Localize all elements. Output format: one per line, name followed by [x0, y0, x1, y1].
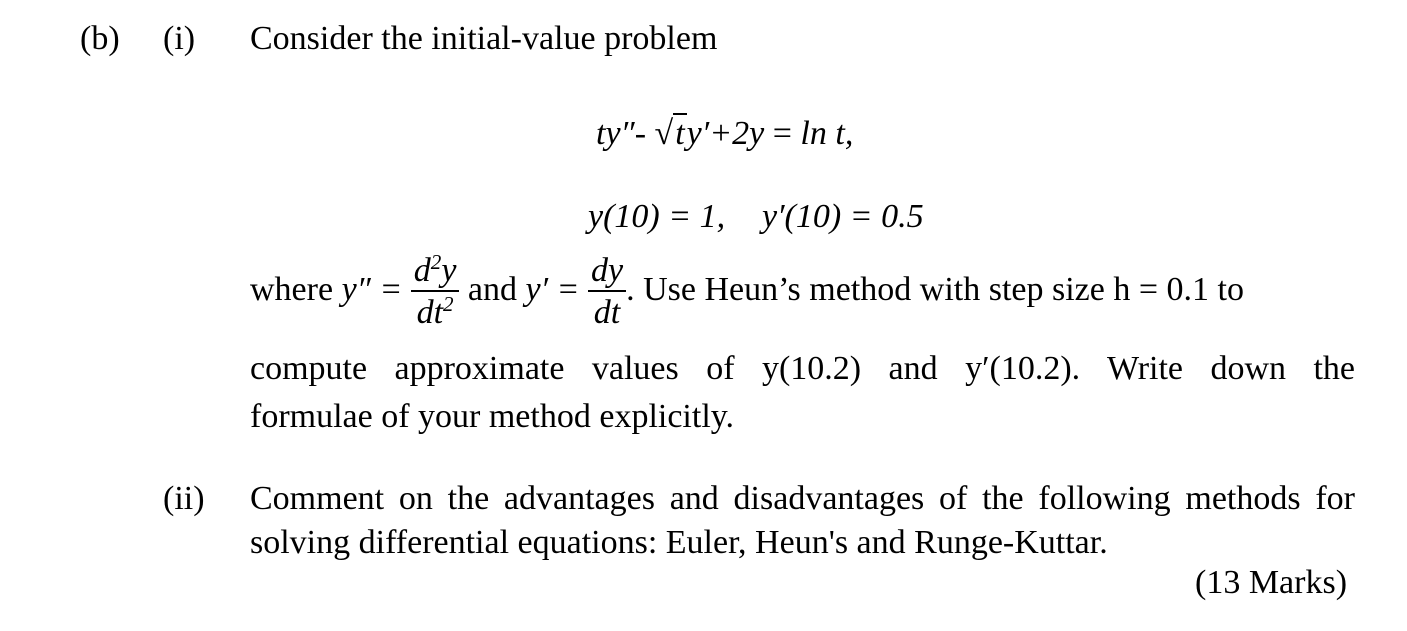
initial-condition-2: y′(10) = 0.5 [762, 198, 924, 235]
frac2-denominator: dt [593, 294, 621, 331]
first-derivative-fraction [588, 254, 626, 330]
part-label: (b) [80, 20, 120, 57]
frac1-denominator: $dt^2$ [416, 292, 454, 331]
sub-ii-label: (ii) [163, 480, 205, 517]
ii-line-2: solving differential equations: Euler, Heun's and Runge-Kuttar. [250, 524, 1108, 561]
sqrt-argument: t [675, 115, 685, 152]
heun-instruction: . Use Heun’s method with step size h = 0.1 to [626, 270, 1244, 308]
sqrt-symbol: √t [654, 115, 685, 152]
second-derivative-fraction [411, 250, 460, 331]
initial-condition-1: y(10) = 1, [588, 198, 726, 235]
eq-ln-t: ln t, [800, 115, 854, 152]
marks-label: (13 Marks) [1195, 564, 1348, 601]
differential-equation [596, 113, 853, 151]
compute-line: compute approximate values of y(10.2) and y′(10.2). Write down the [250, 350, 1355, 387]
eq-term-ty: ty″ [596, 115, 635, 152]
eq-term-yprime: y′ [686, 115, 710, 152]
eq-minus: - [634, 115, 647, 152]
and-word: and [467, 270, 517, 308]
ypp-definition: y″ = [341, 270, 403, 308]
where-word: where [250, 270, 334, 308]
frac2-numerator: dy [588, 254, 626, 292]
formulae-line: formulae of your method explicitly. [250, 398, 735, 435]
frac1-numerator: $d^2y$ [411, 254, 460, 292]
intro-text: Consider the initial-value problem [250, 20, 718, 57]
eq-equals: = [772, 115, 792, 152]
eq-plus-2y: +2y [709, 115, 765, 152]
sub-i-label: (i) [163, 20, 196, 57]
ii-line-1: Comment on the advantages and disadvantages of the following methods for [250, 480, 1355, 517]
yp-definition: y′ = [525, 270, 580, 308]
where-line [250, 250, 1244, 331]
